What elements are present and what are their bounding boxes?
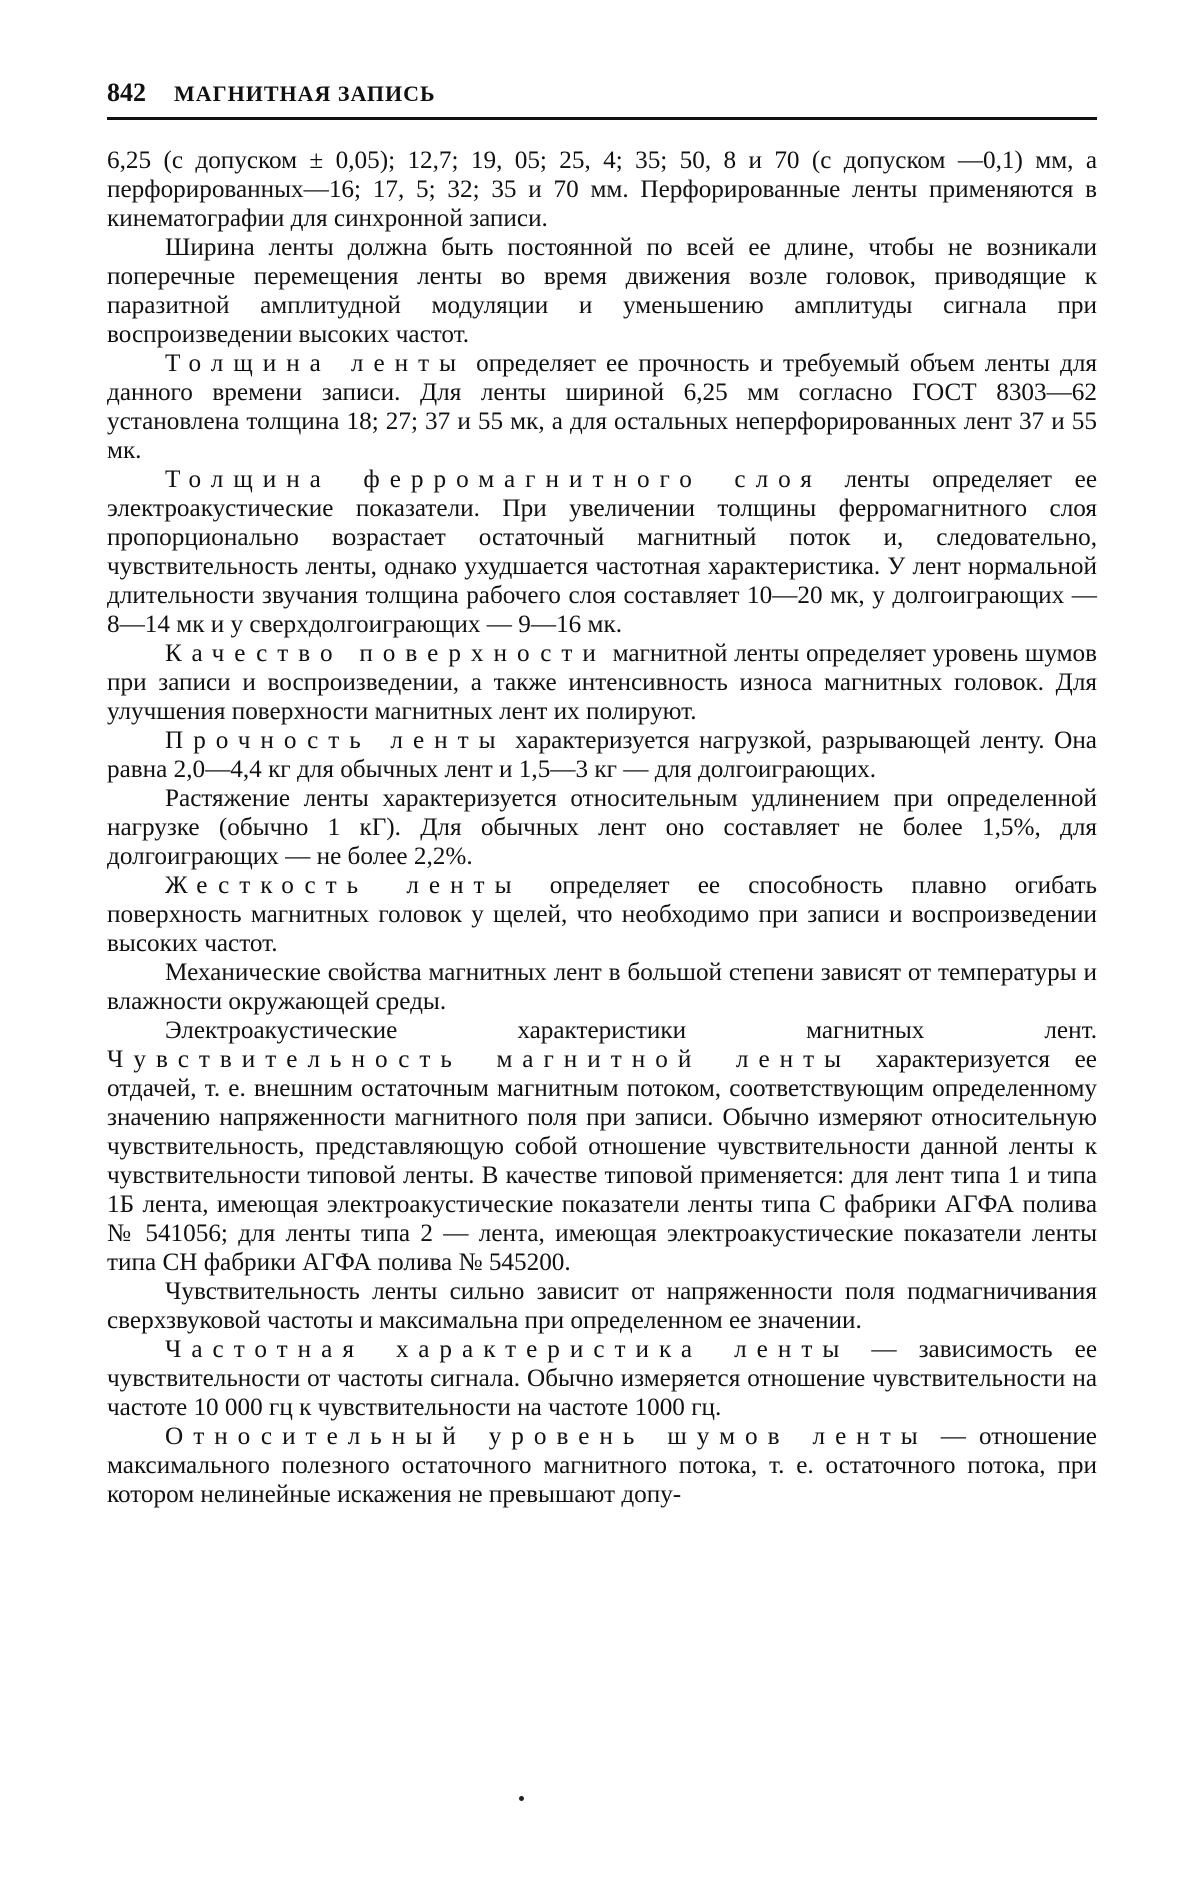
- body-text: [107, 146, 1097, 1509]
- paragraph-6-text: характеризуется нагрузкой, разрывающей ленту. Она равна 2,0—4,4 кг для обычных лент и 1,5—3 кг — для долгоиграющих.: [107, 727, 1097, 783]
- paragraph-7-text: Растяжение ленты характеризуется относительным удлинением при определенной нагрузке (обычно 1 кГ). Для обычных лент оно составляет не более 1,5%, для долгоиграющих — не более 2,2%.: [107, 785, 1097, 870]
- paragraph-1: [107, 146, 1097, 233]
- paragraph-5-text: магнитной ленты определяет уровень шумов при записи и воспроизведении, а также интенсивность износа магнитных головок. Для улучшения поверхности магнитных лент их полируют.: [107, 640, 1098, 725]
- paragraph-8-term: Жесткость ленты: [165, 872, 522, 899]
- paragraph-3: [107, 349, 1097, 465]
- paragraph-10-lead: Электроакустические характеристики магнитных лент.: [165, 1017, 1097, 1044]
- paragraph-11: [107, 1277, 1097, 1335]
- paragraph-12-term: Частотная характеристика ленты: [165, 1336, 850, 1363]
- paragraph-13-term: Относительный уровень шумов ленты: [165, 1423, 928, 1450]
- paragraph-3-term: Толщина ленты: [165, 350, 467, 377]
- paragraph-12: [107, 1335, 1097, 1422]
- running-title: МАГНИТНАЯ ЗАПИСЬ: [174, 81, 436, 106]
- paragraph-5-term: Качество поверхности: [165, 640, 606, 667]
- paragraph-10-text: характеризуется ее отдачей, т. е. внешним остаточным магнитным потоком, соответствующим определенному значению напряженности магнитного поля при записи. Обычно измеряют относительную чувствительность, представляющую собой отношение чувствительности данной ленты к чувствительности типовой ленты. В качестве типовой применяется: для лент типа 1 и типа 1Б лента, имеющая электроакустические показатели ленты типа С фабрики АГФА полива № 541056; для ленты типа 2 — лента, имеющая электроакустические показатели ленты типа CH фабрики АГФА полива № 545200.: [107, 1046, 1097, 1276]
- paragraph-13-text: — отношение максимального полезного остаточного магнитного потока, т. е. остаточного потока, при котором нелинейные искажения не превышают допу-: [107, 1423, 1097, 1508]
- header-rule: [107, 117, 1097, 120]
- paragraph-13: [107, 1422, 1097, 1509]
- paragraph-5: [107, 639, 1097, 726]
- paragraph-2: [107, 233, 1097, 349]
- paragraph-4-term: Толщина ферромагнитного слоя: [165, 466, 822, 493]
- paragraph-1-text: 6,25 (с допуском ± 0,05); 12,7; 19, 05; 25, 4; 35; 50, 8 и 70 (с допуском —0,1) мм, а перфорированных—16; 17, 5; 32; 35 и 70 мм. Перфорированные ленты применяются в кинематографии для синхронной записи.: [107, 147, 1097, 232]
- paragraph-7: [107, 784, 1097, 871]
- paragraph-10-term: Чувствительность магнитной ленты: [107, 1046, 852, 1073]
- paragraph-11-text: Чувствительность ленты сильно зависит от напряженности поля подмагничивания сверхзвуковой частоты и максимальна при определенном ее значении.: [107, 1278, 1097, 1334]
- paragraph-4-text: ленты определяет ее электроакустические показатели. При увеличении толщины ферромагнитного слоя пропорционально возрастает остаточный магнитный поток и, следовательно, чувствительность ленты, однако ухудшается частотная характеристика. У лент нормальной длительности звучания толщина рабочего слоя составляет 10—20 мк, у долгоиграющих — 8—14 мк и у сверхдолгоиграющих — 9—16 мк.: [107, 466, 1098, 638]
- page-number: 842: [107, 78, 146, 107]
- paragraph-8-text: определяет ее способность плавно огибать поверхность магнитных головок у щелей, что необходимо при записи и воспроизведении высоких частот.: [107, 872, 1097, 957]
- paragraph-3-text: определяет ее прочность и требуемый объем ленты для данного времени записи. Для ленты шириной 6,25 мм согласно ГОСТ 8303—62 установлена толщина 18; 27; 37 и 55 мк, а для остальных неперфорированных лент 37 и 55 мк.: [107, 350, 1097, 464]
- paragraph-10: [107, 1016, 1097, 1277]
- print-speck: [519, 1796, 524, 1801]
- paragraph-6: [107, 726, 1097, 784]
- paragraph-12-text: — зависимость ее чувствительности от частоты сигнала. Обычно измеряется отношение чувствительности на частоте 10 000 гц к чувствительности на частоте 1000 гц.: [107, 1336, 1097, 1421]
- page-header: [107, 78, 1097, 108]
- paragraph-6-term: Прочность ленты: [165, 727, 506, 754]
- paragraph-4: [107, 465, 1097, 639]
- paragraph-9: [107, 958, 1097, 1016]
- paragraph-9-text: Механические свойства магнитных лент в большой степени зависят от температуры и влажности окружающей среды.: [107, 959, 1097, 1015]
- paragraph-8: [107, 871, 1097, 958]
- paragraph-2-text: Ширина ленты должна быть постоянной по всей ее длине, чтобы не возникали поперечные перемещения ленты во время движения возле головок, приводящие к паразитной амплитудной модуляции и уменьшению амплитуды сигнала при воспроизведении высоких частот.: [107, 234, 1097, 348]
